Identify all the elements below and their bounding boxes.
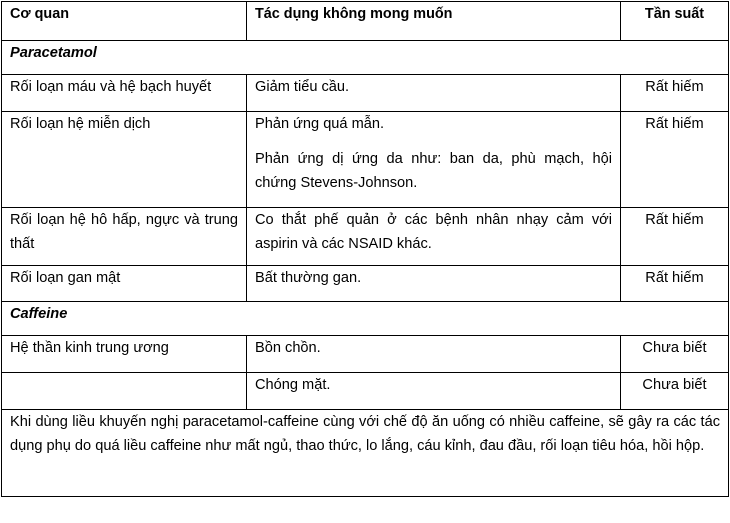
table-row (2, 208, 729, 266)
effect-cell (247, 75, 621, 112)
effect-cell (247, 208, 621, 266)
effect-text: Giảm tiểu cầu. (255, 79, 350, 95)
table-row (2, 373, 729, 410)
header-effect: Tác dụng không mong muốn (247, 2, 621, 41)
footnote-row (2, 410, 729, 497)
effect-text: Chóng mặt. (255, 377, 331, 393)
table-row (2, 112, 729, 208)
effect-cell (247, 336, 621, 373)
effect-text: Phản ứng dị ứng da như: ban da, phù mạch, hội chứng Stevens-Johnson. (255, 151, 612, 191)
effect-cell (247, 373, 621, 410)
adverse-effects-table (1, 1, 729, 497)
section-title: Caffeine (2, 302, 729, 336)
section-title: Paracetamol (2, 41, 729, 75)
effect-text: Phản ứng quá mẫn. (255, 116, 385, 132)
organ-cell (2, 373, 247, 410)
frequency-cell: Rất hiếm (621, 266, 729, 302)
organ-cell: Hệ thần kinh trung ương (2, 336, 247, 373)
organ-cell: Rối loạn máu và hệ bạch huyết (2, 75, 247, 112)
frequency-cell: Chưa biết (621, 373, 729, 410)
organ-cell: Rối loạn hệ miễn dịch (2, 112, 247, 208)
frequency-cell: Chưa biết (621, 336, 729, 373)
organ-cell: Rối loạn hệ hô hấp, ngực và trung thất (2, 208, 247, 266)
footnote-text: Khi dùng liều khuyến nghị paracetamol-caffeine cùng với chế độ ăn uống có nhiều caffeine, sẽ gây ra các tác dụng phụ do quá liều caffeine như mất ngủ, thao thức, lo lắng, cáu kỉnh, đau đầu, rối loạn tiêu hóa, hồi hộp. (2, 410, 729, 497)
effect-cell (247, 112, 621, 208)
table-header-row (2, 2, 729, 41)
frequency-cell: Rất hiếm (621, 75, 729, 112)
header-organ: Cơ quan (2, 2, 247, 41)
frequency-cell: Rất hiếm (621, 112, 729, 208)
table-row (2, 75, 729, 112)
table-row (2, 336, 729, 373)
organ-cell: Rối loạn gan mật (2, 266, 247, 302)
effect-cell (247, 266, 621, 302)
effect-text: Bồn chồn. (255, 340, 321, 356)
section-row (2, 41, 729, 75)
frequency-cell: Rất hiếm (621, 208, 729, 266)
section-row (2, 302, 729, 336)
header-frequency: Tần suất (621, 2, 729, 41)
table-row (2, 266, 729, 302)
effect-text: Bất thường gan. (255, 270, 362, 286)
effect-text: Co thắt phế quản ở các bệnh nhân nhạy cảm với aspirin và các NSAID khác. (255, 212, 612, 252)
